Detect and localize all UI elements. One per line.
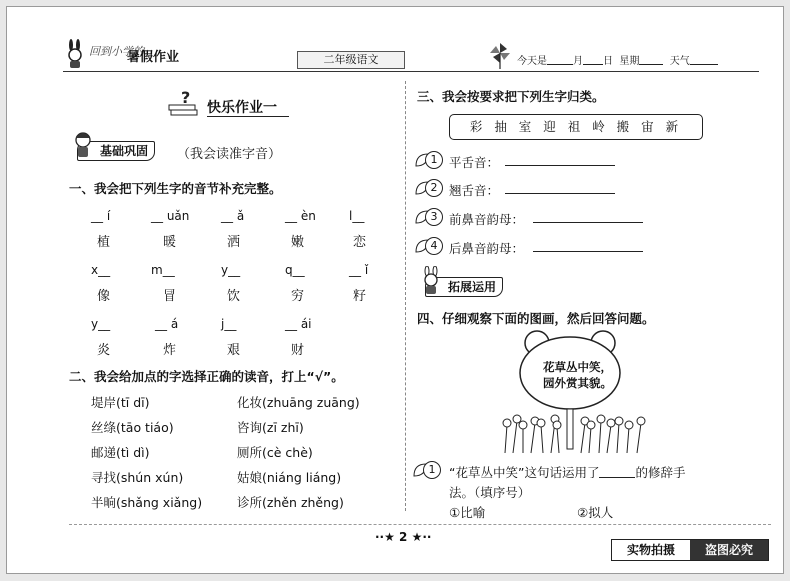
character: 冒 <box>163 289 177 304</box>
character: 炎 <box>97 343 111 358</box>
reading-choice[interactable]: 邮递(tì dì) <box>91 445 150 460</box>
reading-choice[interactable]: 咨询(zī zhī) <box>237 420 304 435</box>
answer-line[interactable] <box>505 183 615 194</box>
reading-choice[interactable]: 姑娘(niáng liáng) <box>237 470 342 485</box>
pinyin-blank[interactable]: __ í <box>91 209 111 223</box>
pinyin-blank[interactable]: m__ <box>151 263 175 277</box>
category-number: 3 <box>425 208 443 226</box>
question-4: 四、仔细观察下面的图画，然后回答问题。 <box>417 311 655 326</box>
pinyin-blank[interactable]: __ uǎn <box>151 209 190 223</box>
category-number: 2 <box>425 179 443 197</box>
character: 洒 <box>227 235 241 250</box>
sign-text-line-2: 园外赏其貌。 <box>543 376 612 390</box>
header-rule <box>63 71 759 72</box>
bunny-mascot-icon <box>418 266 444 296</box>
character: 像 <box>97 289 111 304</box>
watermark-stamp: 实物拍摄 盗图必究 <box>611 539 769 561</box>
character: 艰 <box>227 343 241 358</box>
section-tag-extension: 拓展运用 <box>425 277 503 297</box>
logo-text: 回到小学的 <box>89 45 144 58</box>
reading-choice[interactable]: 半晌(shǎng xiǎng) <box>91 495 203 510</box>
pinyin-blank[interactable]: j__ <box>221 317 237 331</box>
pinyin-blank[interactable]: __ ái <box>285 317 312 331</box>
books-question-icon <box>167 87 201 119</box>
question-2: 二、我会给加点的字选择正确的读音，打上“√”。 <box>69 369 344 384</box>
pinwheel-icon <box>485 41 515 69</box>
category-label: 前鼻音韵母： <box>449 212 525 227</box>
worksheet-page <box>6 6 784 574</box>
bunny-logo-icon <box>63 39 87 69</box>
reading-choice[interactable]: 丝绦(tāo tiáo) <box>91 420 174 435</box>
worksheet-title: 快乐作业一 <box>207 100 277 116</box>
character: 暖 <box>163 235 177 250</box>
character: 穷 <box>291 289 305 304</box>
question-3: 三、我会按要求把下列生字归类。 <box>417 89 605 104</box>
pinyin-blank[interactable]: __ ǎ <box>221 209 245 223</box>
character-set-box: 彩 抽 室 迎 祖 岭 搬 宙 新 <box>449 114 703 140</box>
svg-text:?: ? <box>181 88 191 107</box>
reading-choice[interactable]: 化妆(zhuāng zuāng) <box>237 395 360 410</box>
pinyin-blank[interactable]: q__ <box>285 263 305 277</box>
character: 财 <box>291 343 305 358</box>
section-subtitle: （我会读准字音） <box>177 147 282 162</box>
pinyin-blank[interactable]: y__ <box>221 263 241 277</box>
footer-rule <box>69 524 771 525</box>
kid-mascot-icon <box>70 130 96 160</box>
category-label: 后鼻音韵母： <box>449 241 525 256</box>
title-underline <box>207 116 289 117</box>
page-number: ··★ 2 ★·· <box>375 530 432 544</box>
category-label: 平舌音： <box>449 155 500 170</box>
option-2[interactable]: ②拟人 <box>577 505 614 520</box>
category-number: 4 <box>425 237 443 255</box>
pinyin-blank[interactable]: __ ǐ <box>349 263 369 277</box>
answer-line[interactable] <box>533 212 643 223</box>
character: 恋 <box>353 235 367 250</box>
column-divider <box>405 81 406 511</box>
category-label: 翘舌音： <box>449 183 500 198</box>
pinyin-blank[interactable]: __ èn <box>285 209 316 223</box>
reading-choice[interactable]: 寻找(shún xún) <box>91 470 184 485</box>
sub-question-text: “花草丛中笑”这句话运用了 的修辞手 <box>449 465 686 480</box>
pinyin-blank[interactable]: x__ <box>91 263 111 277</box>
category-number: 1 <box>425 151 443 169</box>
reading-choice[interactable]: 厕所(cè chè) <box>237 445 313 460</box>
sub-question-text-cont: 法。（填序号） <box>449 485 531 500</box>
answer-line[interactable] <box>505 155 615 166</box>
sub-question-number: 1 <box>423 461 441 479</box>
section-tag-basics: 基础巩固 <box>77 141 155 161</box>
reading-choice[interactable]: 堤岸(tī dī) <box>91 395 150 410</box>
sign-text-line-1: 花草丛中笑， <box>543 360 612 374</box>
character: 植 <box>97 235 111 250</box>
character: 嫩 <box>291 235 305 250</box>
pinyin-blank[interactable]: y__ <box>91 317 111 331</box>
workbook-title: 暑假作业 <box>127 50 180 65</box>
pinyin-blank[interactable]: l__ <box>349 209 365 223</box>
reading-choice[interactable]: 诊所(zhěn zhěng) <box>237 495 344 510</box>
pinyin-blank[interactable]: __ á <box>155 317 179 331</box>
answer-line[interactable] <box>533 241 643 252</box>
question-1: 一、我会把下列生字的音节补充完整。 <box>69 181 282 196</box>
date-weather-line: 今天是 月 日 星期 天气 <box>517 52 718 67</box>
grade-subject-label: 二年级语文 <box>297 51 405 69</box>
character: 炸 <box>163 343 177 358</box>
character: 籽 <box>353 289 367 304</box>
character: 饮 <box>227 289 241 304</box>
option-1[interactable]: ①比喻 <box>449 505 486 520</box>
